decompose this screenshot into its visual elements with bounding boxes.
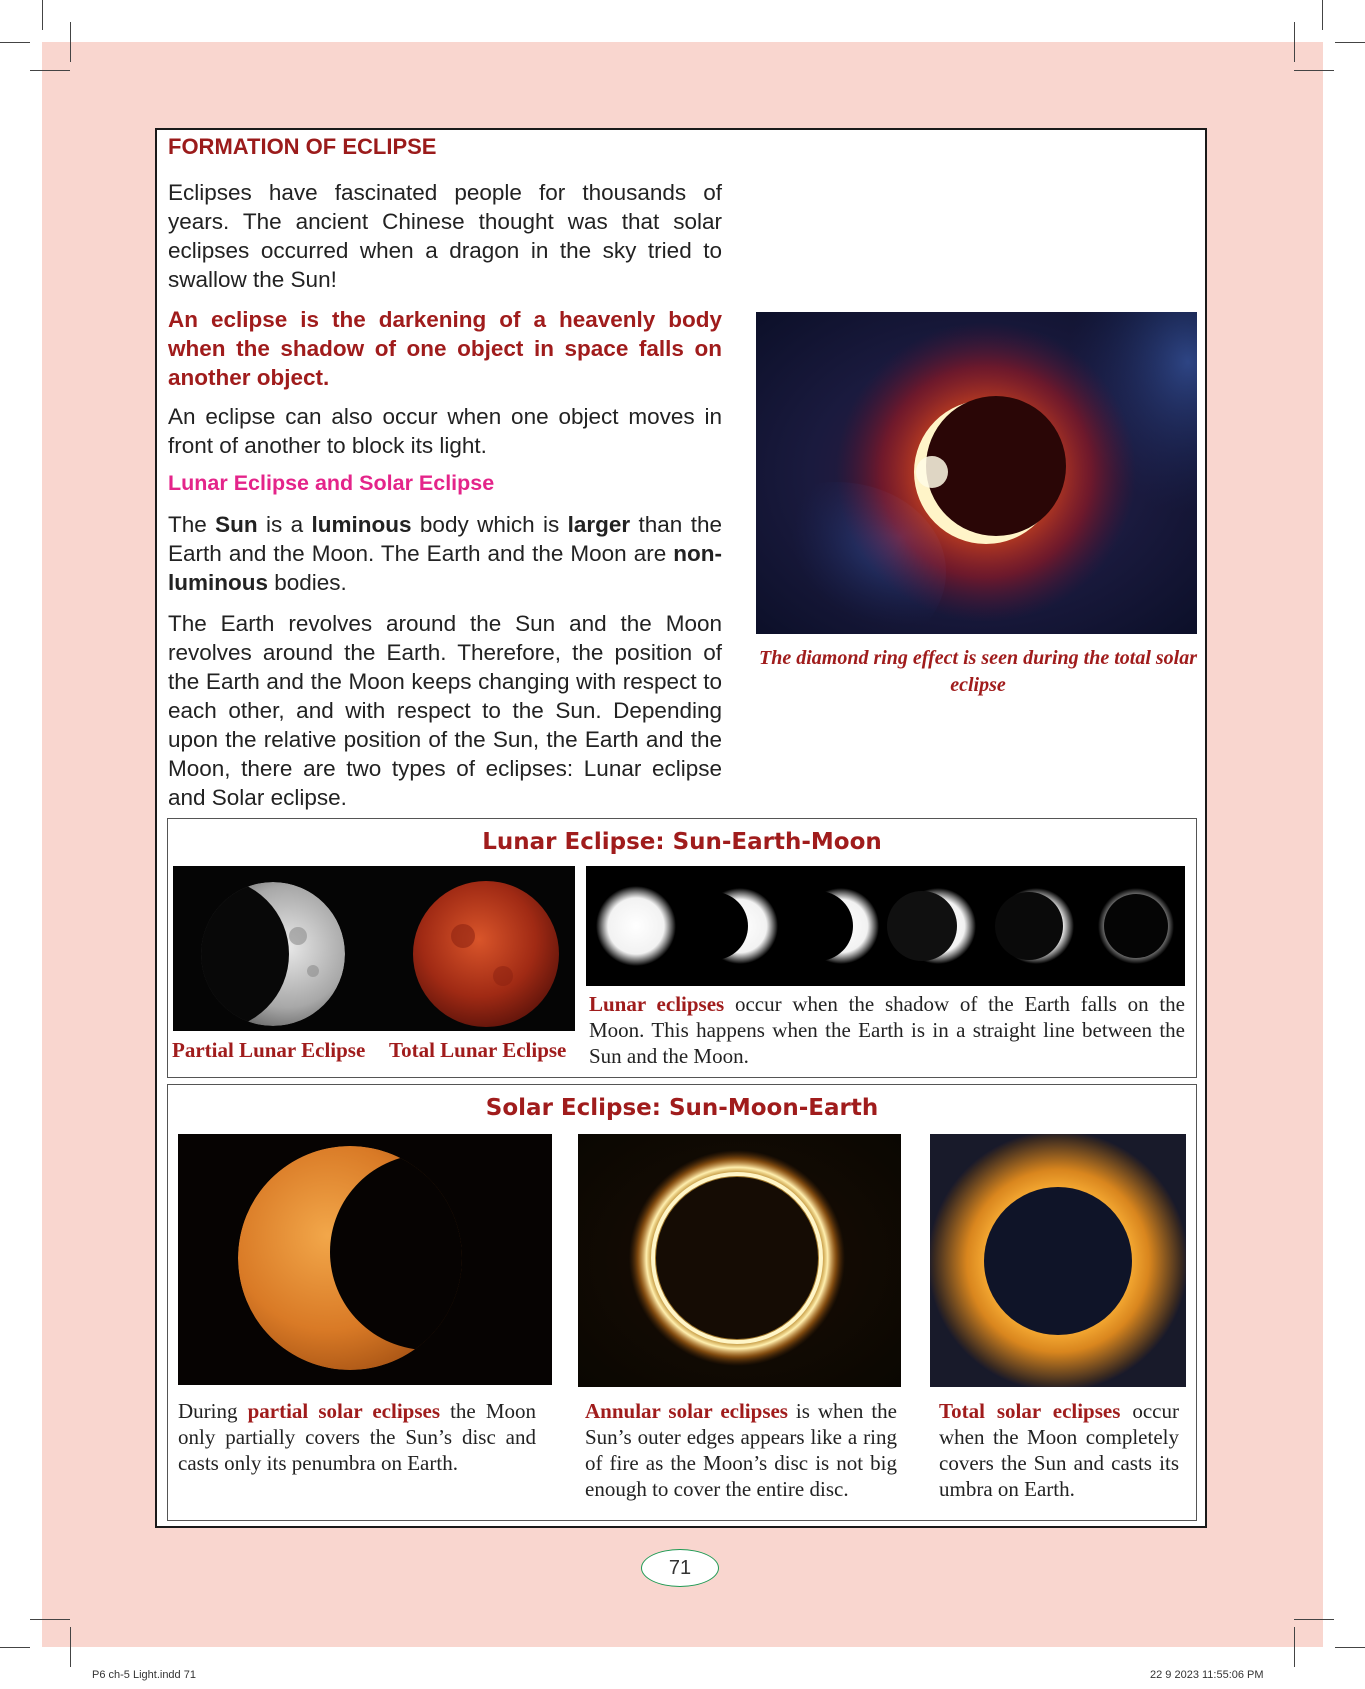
crop-mark	[0, 42, 30, 43]
lunar-panel-title: Lunar Eclipse: Sun-Earth-Moon	[482, 829, 882, 855]
annular-solar-description: Annular solar eclipses is when the Sun’s outer edges appears like a ring of fire as the Moon’s disc is not big enough to cover the entire disc.	[585, 1399, 897, 1501]
page-number: 71	[641, 1549, 719, 1587]
partial-solar-description: During partial solar eclipses the Moon only partially covers the Sun’s disc and casts only its penumbra on Earth.	[178, 1399, 537, 1475]
also-occur-paragraph: An eclipse can also occur when one object moves in front of another to block its light.	[168, 404, 722, 458]
section-heading: FORMATION OF ECLIPSE	[168, 134, 437, 159]
revolve-paragraph: The Earth revolves around the Sun and the Moon revolves around the Earth. Therefore, the position of the Earth and the Moon keeps changing with respect to each other, and with respect to the Sun. Depending upon the relative position of the Sun, the Earth and the Moon, there are two types of eclipses: Lunar eclipse and Solar eclipse.	[168, 611, 722, 810]
slug-file: P6 ch-5 Light.indd 71	[92, 1669, 196, 1681]
crop-mark	[1294, 1619, 1334, 1620]
lunar-description: Lunar eclipses occur when the shadow of the Earth falls on the Moon. This happens when the Earth is in a straight line between the Sun and the Moon.	[589, 992, 1186, 1068]
crop-mark	[1294, 22, 1295, 62]
subheading: Lunar Eclipse and Solar Eclipse	[168, 471, 495, 495]
crop-mark	[30, 1619, 70, 1620]
crop-mark	[42, 0, 43, 30]
eclipse-definition: An eclipse is the darkening of a heavenly body when the shadow of one object in space falls on another object.	[168, 307, 722, 390]
sun-paragraph: The Sun is a luminous body which is larger than the Earth and the Moon. The Earth and the Moon are non-luminous bodies.	[168, 512, 722, 595]
lunar-phases-strip	[586, 866, 1185, 986]
crop-mark	[30, 70, 70, 71]
crop-mark	[70, 1627, 71, 1667]
crop-mark	[0, 1647, 30, 1648]
crop-mark	[1294, 1627, 1295, 1667]
partial-lunar-label: Partial Lunar Eclipse	[172, 1038, 366, 1062]
intro-paragraph: Eclipses have fascinated people for thousands of years. The ancient Chinese thought was that solar eclipses occurred when a dragon in the sky tried to swallow the Sun!	[168, 180, 722, 292]
crop-mark	[70, 22, 71, 62]
crop-mark	[1294, 70, 1334, 71]
crop-mark	[1335, 1647, 1365, 1648]
total-solar-description: Total solar eclipses occur when the Moon completely covers the Sun and casts its umbra on Earth.	[939, 1399, 1179, 1501]
diamond-ring-caption: The diamond ring effect is seen during the total solar eclipse	[759, 647, 1197, 696]
annular-solar-photo	[578, 1134, 901, 1387]
crop-mark	[1322, 0, 1323, 30]
solar-panel-title: Solar Eclipse: Sun-Moon-Earth	[485, 1095, 879, 1121]
partial-solar-photo	[178, 1134, 552, 1385]
diamond-ring-photo	[756, 312, 1197, 634]
slug-timestamp: 22 9 2023 11:55:06 PM	[1150, 1669, 1264, 1681]
total-lunar-label: Total Lunar Eclipse	[389, 1038, 567, 1062]
lunar-moons-photo	[173, 866, 575, 1031]
total-solar-photo	[930, 1134, 1186, 1387]
crop-mark	[1335, 42, 1365, 43]
